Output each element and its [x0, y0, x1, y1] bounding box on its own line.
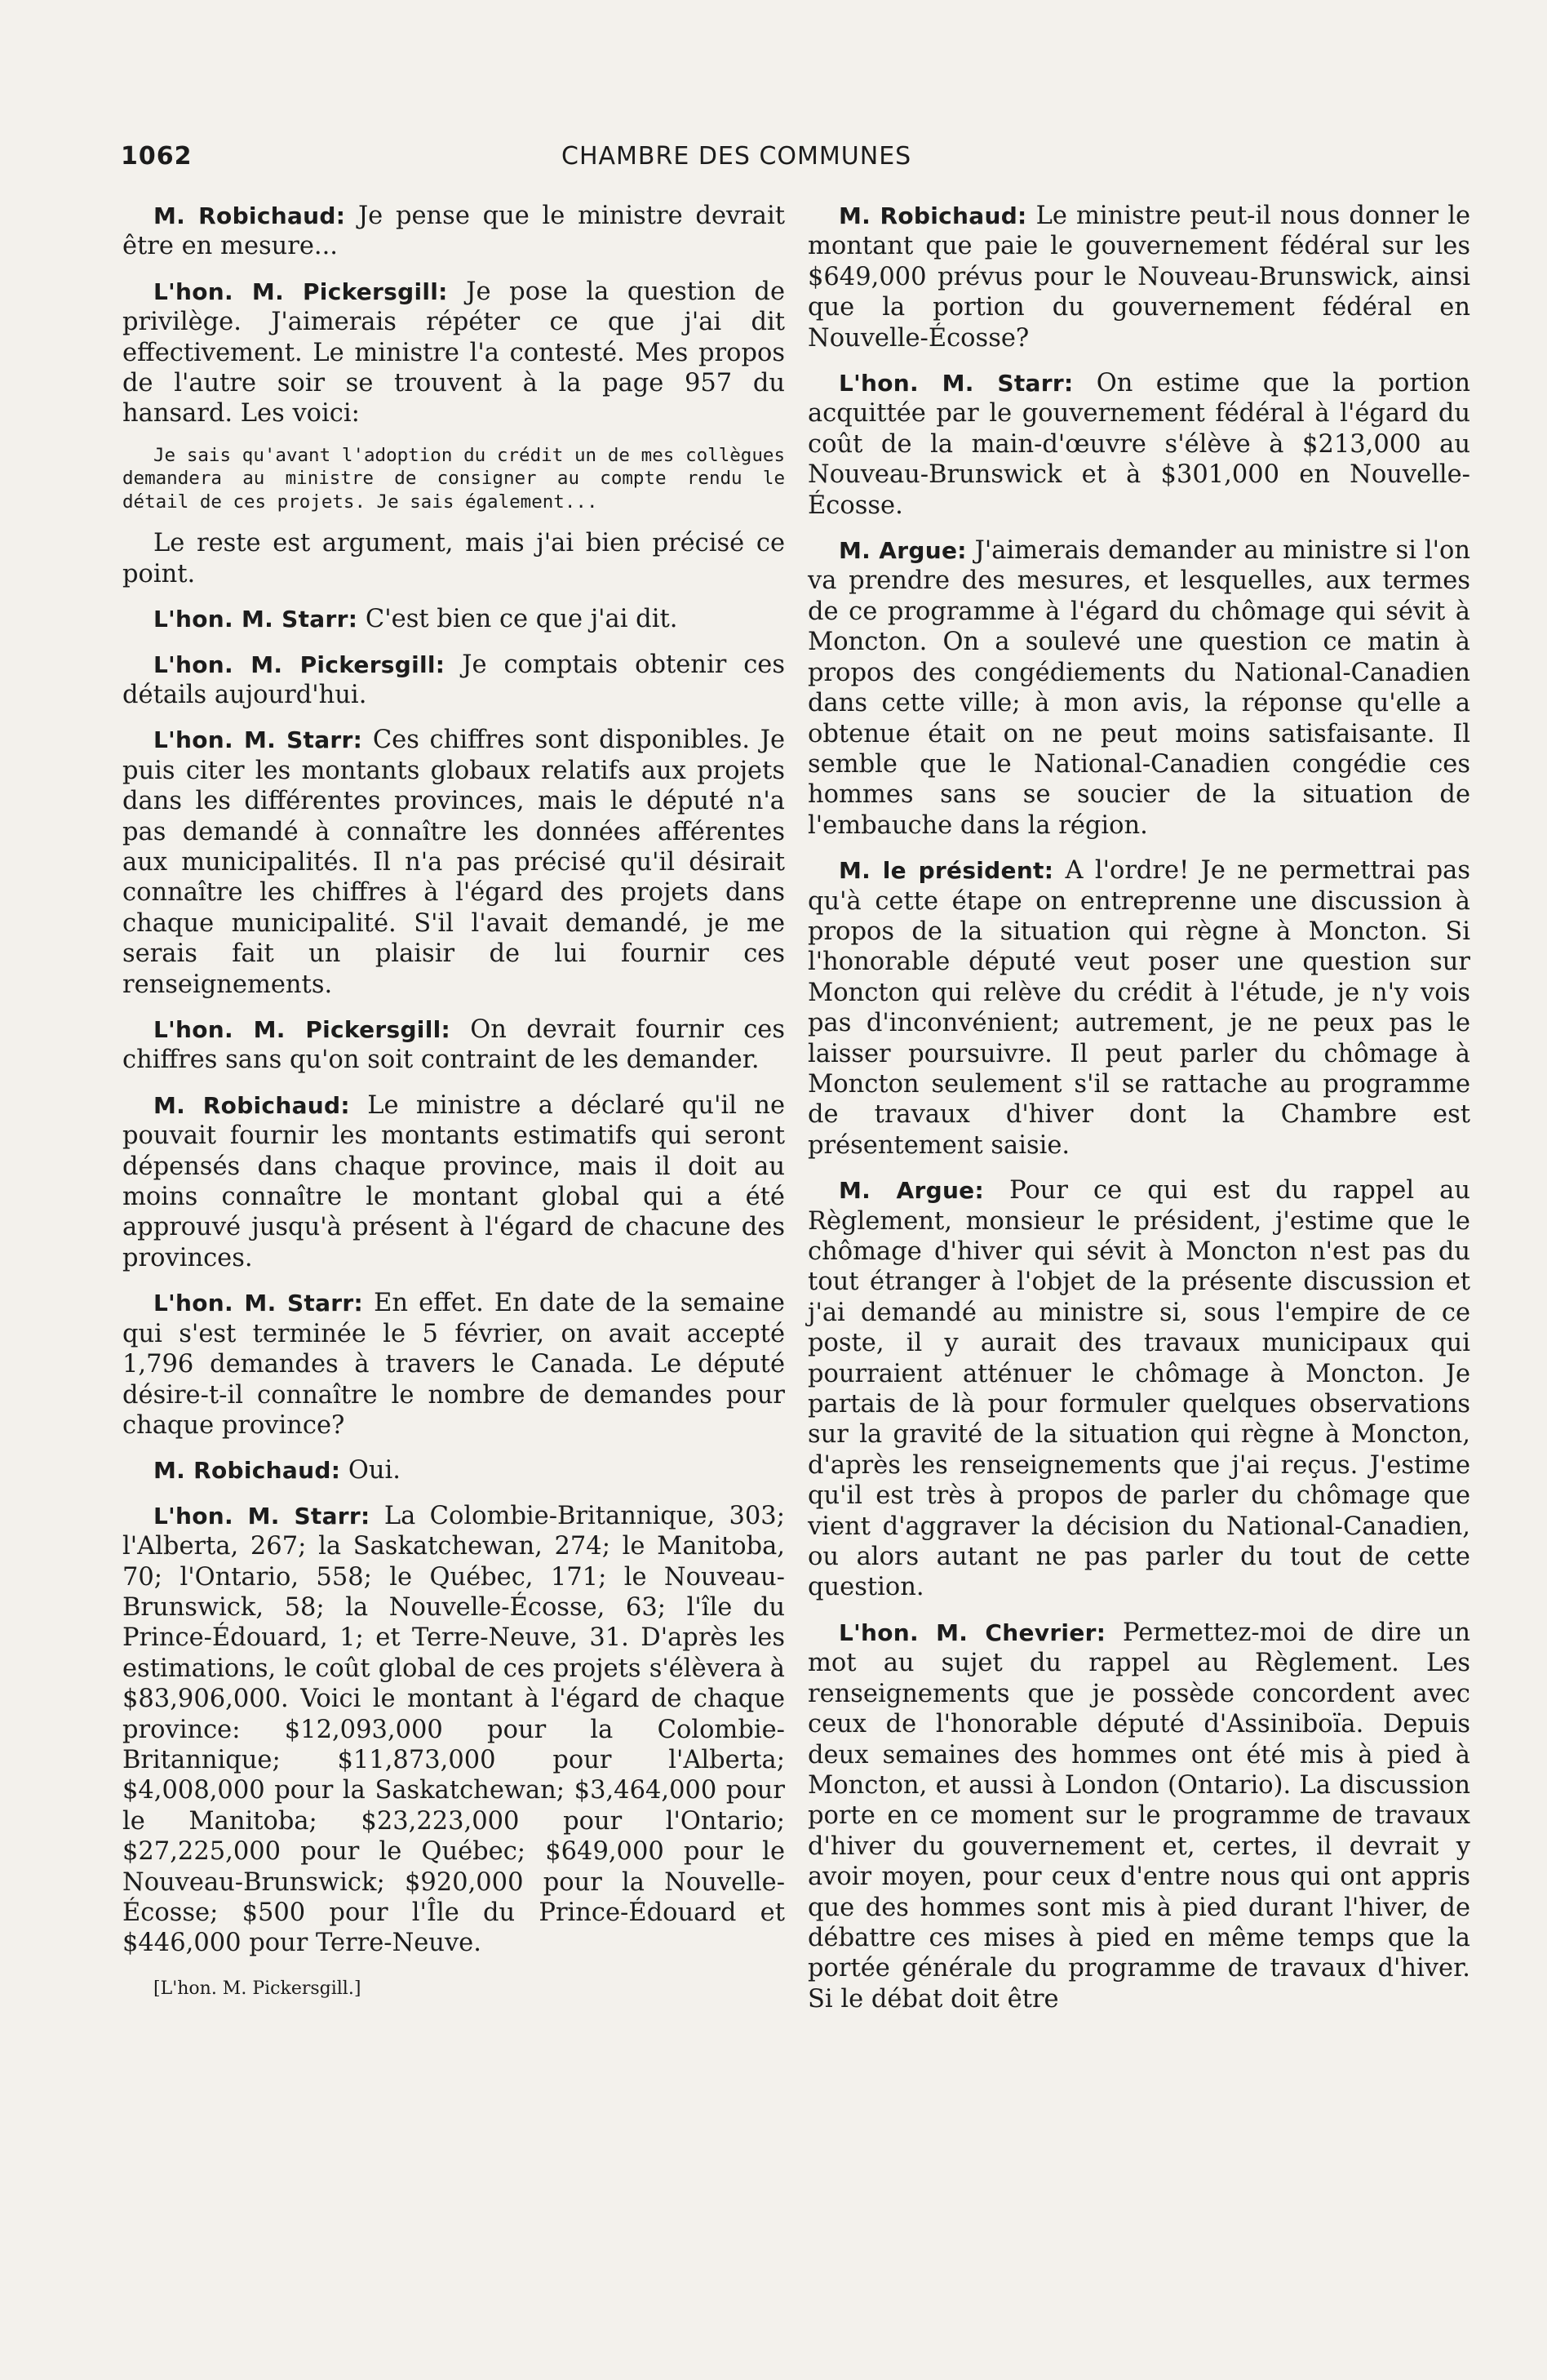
speaker-name: L'hon. M. Starr:	[153, 1502, 370, 1530]
speech-text: Le ministre a déclaré qu'il ne pouvait fournir les montants estimatifs qui seront dépensés dans chaque province, mais il doit au moins connaître le montant global qui a été approuvé jusqu'à présent à l'égard de chacune des provinces.	[122, 1090, 786, 1272]
speaker-name: L'hon. M. Starr:	[839, 370, 1074, 397]
right-column	[808, 201, 1470, 2029]
speech-text: C'est bien ce que j'ai dit.	[365, 605, 678, 634]
footer-note: [L'hon. M. Pickersgill.]	[153, 1978, 361, 1999]
speech-text: Le ministre peut-il nous donner le montant que paie le gouvernement fédéral sur les $649,000 prévus pour le Nouveau-Brunswick, ainsi que la portion du gouvernement fédéral en Nouvelle-Écosse?	[808, 202, 1470, 353]
speech-text: Le reste est argument, mais j'ai bien précisé ce point.	[122, 529, 785, 588]
paragraph	[808, 1618, 1470, 2014]
speaker-name: L'hon. M. Pickersgill:	[153, 1016, 451, 1044]
paragraph	[122, 528, 785, 589]
paragraph	[122, 1455, 785, 1485]
hansard-quote: Je sais qu'avant l'adoption du crédit un de mes collègues demandera au ministre de consigner au compte rendu le détail de ces projets. Je sais également...	[122, 444, 785, 513]
paragraph	[122, 650, 785, 711]
speech-text: On estime que la portion acquittée par le gouvernement fédéral à l'égard du coût de la main-d'œuvre s'élève à $213,000 au Nouveau-Brunswick et à $301,000 en Nouvelle-Écosse.	[808, 369, 1470, 520]
speaker-name: M. Robichaud:	[153, 202, 346, 229]
paragraph	[122, 604, 785, 634]
paragraph	[808, 535, 1470, 841]
speech-text: Je pose la question de privilège. J'aimerais répéter ce que j'ai dit effectivement. Le ministre l'a contesté. Mes propos de l'autre soir se trouvent à la page 957 du hansard. Les voici:	[122, 277, 786, 428]
paragraph	[122, 201, 785, 262]
speech-text: En effet. En date de la semaine qui s'est terminée le 5 février, on avait accepté 1,796 demandes à travers le Canada. Le député désire-t-il connaître le nombre de demandes pour chaque province?	[122, 1289, 785, 1440]
speech-text: On devrait fournir ces chiffres sans qu'on soit contraint de les demander.	[122, 1015, 785, 1075]
speaker-name: M. Argue:	[839, 537, 967, 565]
speaker-name: M. Robichaud:	[153, 1457, 341, 1485]
speech-text: J'aimerais demander au ministre si l'on va prendre des mesures, et lesquelles, aux termes de ce programme à l'égard du chômage qui sévit à Moncton. On a soulevé une question ce matin à propos des congédiements du National-Canadien dans cette ville; à mon avis, la réponse qu'elle a obtenue était on ne peut moins satisfaisante. Il semble que le National-Canadien congédie ces hommes sans se soucier de la situation de l'embauche dans la région.	[808, 536, 1471, 840]
speech-text: A l'ordre! Je ne permettrai pas qu'à cette étape on entreprenne une discussion à propos de la situation qui règne à Moncton. Si l'honorable député veut poser une question sur Moncton qui relève du crédit à l'étude, je n'y vois pas d'inconvénient; autrement, je ne peux pas le laisser poursuivre. Il peut parler du chômage à Moncton seulement s'il se rattache au programme de travaux d'hiver dont la Chambre est présentement saisie.	[808, 856, 1470, 1160]
paragraph	[122, 725, 785, 1000]
paragraph	[808, 1175, 1470, 1603]
speaker-name: M. Robichaud:	[839, 202, 1027, 229]
speaker-name: L'hon. M. Pickersgill:	[153, 278, 448, 305]
paragraph	[122, 1288, 785, 1441]
paragraph	[808, 855, 1470, 1161]
speech-text: Pour ce qui est du rappel au Règlement, monsieur le président, j'estime que le chômage d'hiver qui sévit à Moncton n'est pas du tout étranger à l'objet de la présente discussion et j'ai demandé au ministre si, sous l'empire de ce poste, il y aurait des travaux municipaux qui pourraient atténuer le chômage à Moncton. Je partais de là pour formuler quelques observations sur la gravité de la situation qui règne à Moncton, d'après les renseignements que j'ai reçus. J'estime qu'il est très à propos de parler du chômage que vient d'aggraver la décision du National-Canadien, ou alors autant ne pas parler du tout de cette question.	[808, 1176, 1471, 1602]
speech-text: Je pense que le ministre devrait être en mesure...	[122, 202, 785, 261]
speech-text: Oui.	[348, 1456, 401, 1485]
running-head-title: CHAMBRE DES COMMUNES	[561, 142, 912, 171]
speaker-name: L'hon. M. Starr:	[153, 606, 358, 633]
left-column	[122, 201, 785, 2018]
speaker-name: M. Robichaud:	[153, 1091, 350, 1119]
speech-text: Permettez-moi de dire un mot au sujet du rappel au Règlement. Les renseignements que je possède concordent avec ceux de l'honorable député d'Assiniboïa. Depuis deux semaines des hommes ont été mis à pied à Moncton, et aussi à London (Ontario). La discussion porte en ce moment sur le programme de travaux d'hiver du gouvernement et, certes, il devrait y avoir moyen, pour ceux d'entre nous qui ont appris que des hommes sont mis à pied durant l'hiver, de débattre ces mises à pied en même temps que la portée générale du programme de travaux d'hiver. Si le débat doit être	[808, 1618, 1470, 2014]
paragraph	[808, 368, 1470, 521]
speaker-name: L'hon. M. Chevrier:	[839, 1618, 1106, 1646]
paragraph	[808, 201, 1470, 353]
speech-text: Je comptais obtenir ces détails aujourd'hui.	[122, 650, 785, 709]
paragraph	[122, 1090, 785, 1273]
speaker-name: M. Argue:	[839, 1177, 984, 1205]
speaker-name: L'hon. M. Starr:	[153, 1290, 364, 1317]
paragraph	[122, 277, 785, 429]
speech-text: La Colombie-Britannique, 303; l'Alberta, 267; la Saskatchewan, 274; le Manitoba, 70; l'Ontario, 558; le Québec, 171; le Nouveau-Brunswick, 58; la Nouvelle-Écosse, 63; l'île du Prince-Édouard, 1; et Terre-Neuve, 31. D'après les estimations, le coût global de ces projets s'élèvera à $83,906,000. Voici le montant à l'égard de chaque province: $12,093,000 pour la Colombie-Britannique; $11,873,000 pour l'Alberta; $4,008,000 pour la Saskatchewan; $3,464,000 pour le Manitoba; $23,223,000 pour l'Ontario; $27,225,000 pour le Québec; $649,000 pour le Nouveau-Brunswick; $920,000 pour la Nouvelle-Écosse; $500 pour l'Île du Prince-Édouard et $446,000 pour Terre-Neuve.	[122, 1501, 785, 1958]
speaker-name: M. le président:	[839, 857, 1054, 885]
paragraph	[122, 1015, 785, 1076]
page-number: 1062	[121, 142, 193, 171]
speech-text: Ces chiffres sont disponibles. Je puis citer les montants globaux relatifs aux projets dans les différentes provinces, mais le député n'a pas demandé à connaître les données afférentes aux municipalités. Il n'a pas précisé qu'il désirait connaître les chiffres à l'égard des projets dans chaque municipalité. S'il l'avait demandé, je me serais fait un plaisir de lui fournir ces renseignements.	[122, 726, 785, 999]
paragraph	[122, 1501, 785, 1959]
speaker-name: L'hon. M. Pickersgill:	[153, 651, 445, 678]
speaker-name: L'hon. M. Starr:	[153, 726, 363, 754]
